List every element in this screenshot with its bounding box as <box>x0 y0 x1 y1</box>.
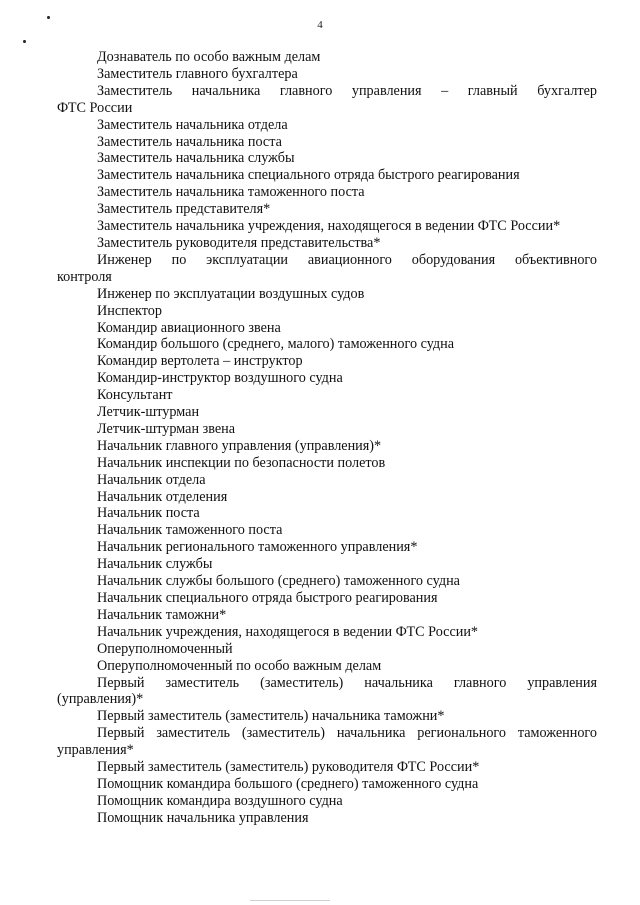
list-item: Помощник командира воздушного судна <box>97 792 343 809</box>
list-item-continuation: контроля <box>57 268 112 285</box>
list-item: Начальник регионального таможенного управления* <box>97 539 418 556</box>
list-item: Начальник службы большого (среднего) таможенного судна <box>97 573 460 590</box>
scan-speck <box>23 40 26 43</box>
list-item: Командир большого (среднего, малого) таможенного судна <box>97 336 454 353</box>
list-item: Заместитель начальника поста <box>97 133 282 150</box>
list-item-line: Инженер по эксплуатации авиационного оборудования объективного <box>97 251 597 268</box>
list-item-line: Первый заместитель (заместитель) начальника главного управления <box>97 674 597 691</box>
list-item: Заместитель начальника службы <box>97 150 295 167</box>
list-item: Летчик-штурман звена <box>97 420 236 437</box>
list-item: Начальник отдела <box>97 471 206 488</box>
list-item: Помощник командира большого (среднего) таможенного судна <box>97 775 479 792</box>
position-list <box>57 49 597 827</box>
list-item-line: Заместитель начальника главного управления – главный бухгалтер <box>97 82 597 99</box>
list-item: Начальник инспекции по безопасности полетов <box>97 454 386 471</box>
list-item: Заместитель начальника таможенного поста <box>97 184 365 201</box>
list-item: Первый заместитель (заместитель) руководителя ФТС России* <box>97 759 480 776</box>
page-number: 4 <box>317 19 323 31</box>
list-item: Начальник службы <box>97 556 213 573</box>
list-item: Заместитель представителя* <box>97 201 271 218</box>
list-item <box>57 675 597 709</box>
list-item <box>57 252 597 286</box>
list-item: Командир авиационного звена <box>97 319 281 336</box>
list-item: Начальник таможни* <box>97 606 227 623</box>
list-item: Начальник главного управления (управления)* <box>97 437 382 454</box>
list-item: Консультант <box>97 387 173 404</box>
list-item: Начальник поста <box>97 505 200 522</box>
list-item-continuation: (управления)* <box>57 691 144 708</box>
list-item: Заместитель начальника специального отряда быстрого реагирования <box>97 167 520 184</box>
list-item: Начальник отделения <box>97 488 228 505</box>
list-item: Инспектор <box>97 302 162 319</box>
list-item: Командир-инструктор воздушного судна <box>97 370 343 387</box>
list-item: Помощник начальника управления <box>97 809 309 826</box>
list-item: Заместитель начальника отдела <box>97 116 288 133</box>
list-item-continuation: ФТС России <box>57 99 133 116</box>
list-item: Заместитель главного бухгалтера <box>97 65 298 82</box>
list-item: Оперуполномоченный <box>97 640 233 657</box>
list-item: Командир вертолета – инструктор <box>97 353 303 370</box>
list-item <box>57 83 597 117</box>
list-item: Оперуполномоченный по особо важным делам <box>97 657 382 674</box>
list-item: Начальник специального отряда быстрого реагирования <box>97 590 438 606</box>
list-item: Заместитель руководителя представительства* <box>97 234 381 251</box>
bottom-rule <box>250 900 330 901</box>
list-item: Инженер по эксплуатации воздушных судов <box>97 285 365 302</box>
list-item: Начальник учреждения, находящегося в ведении ФТС России* <box>97 623 479 640</box>
list-item: Заместитель начальника учреждения, находящегося в ведении ФТС России* <box>97 218 561 235</box>
list-item: Начальник таможенного поста <box>97 522 283 539</box>
list-item-line: Первый заместитель (заместитель) начальника регионального таможенного <box>97 725 597 742</box>
list-item: Первый заместитель (заместитель) начальника таможни* <box>97 708 445 725</box>
list-item: Дознаватель по особо важным делам <box>97 49 321 65</box>
list-item: Летчик-штурман <box>97 404 200 421</box>
list-item-continuation: управления* <box>57 742 134 759</box>
list-item <box>57 725 597 759</box>
